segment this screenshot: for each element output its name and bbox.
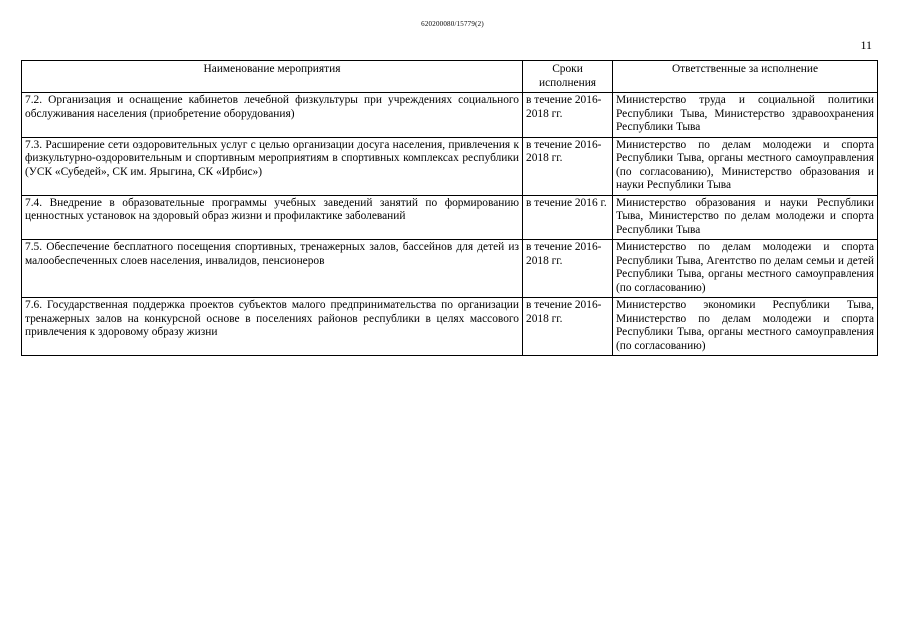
responsible-cell: Министерство труда и социальной политики Республики Тыва, Министерство здравоохранения Республики Тыва bbox=[613, 93, 878, 138]
table-row bbox=[22, 298, 878, 356]
column-header-measure: Наименование мероприятия bbox=[22, 61, 523, 93]
measure-cell: 7.3. Расширение сети оздоровительных услуг с целью организации досуга населения, привлечения к физкультурно-оздоровительным и спортивным мероприятиям в спортивных комплексах республики (УСК «Субедей», СК им. Ярыгина, СК «Ирбис») bbox=[22, 137, 523, 195]
table-row bbox=[22, 240, 878, 298]
responsible-cell: Министерство по делам молодежи и спорта Республики Тыва, органы местного самоуправления (по согласованию), Министерство образования и науки Республики Тыва bbox=[613, 137, 878, 195]
measures-table bbox=[21, 60, 878, 356]
column-header-term: Сроки исполнения bbox=[523, 61, 613, 93]
measure-cell: 7.4. Внедрение в образовательные программы учебных заведений занятий по формированию ценностных установок на здоровый образ жизни и профилактике заболеваний bbox=[22, 195, 523, 240]
column-header-responsible: Ответственные за исполнение bbox=[613, 61, 878, 93]
term-cell: в течение 2016-2018 гг. bbox=[523, 240, 613, 298]
responsible-cell: Министерство по делам молодежи и спорта Республики Тыва, Агентство по делам семьи и детей Республики Тыва, органы местного самоуправления (по согласованию) bbox=[613, 240, 878, 298]
table-header-row bbox=[22, 61, 878, 93]
table-row bbox=[22, 93, 878, 138]
measure-cell: 7.6. Государственная поддержка проектов субъектов малого предпринимательства по организации тренажерных залов на конкурсной основе в поселениях районов республики в целях массового привлечения к здоровому образу жизни bbox=[22, 298, 523, 356]
term-cell: в течение 2016 г. bbox=[523, 195, 613, 240]
page-number: 11 bbox=[860, 38, 872, 52]
measure-cell: 7.2. Организация и оснащение кабинетов лечебной физкультуры при учреждениях социального обслуживания населения (приобретение оборудования) bbox=[22, 93, 523, 138]
term-cell: в течение 2016-2018 гг. bbox=[523, 298, 613, 356]
responsible-cell: Министерство образования и науки Республики Тыва, Министерство по делам молодежи и спорта Республики Тыва bbox=[613, 195, 878, 240]
term-cell: в течение 2016-2018 гг. bbox=[523, 137, 613, 195]
table-row bbox=[22, 137, 878, 195]
responsible-cell: Министерство экономики Республики Тыва, Министерство по делам молодежи и спорта Республики Тыва, органы местного самоуправления (по согласованию) bbox=[613, 298, 878, 356]
document-id: 620200080/15779(2) bbox=[421, 20, 484, 28]
measure-cell: 7.5. Обеспечение бесплатного посещения спортивных, тренажерных залов, бассейнов для детей из малообеспеченных слоев населения, инвалидов, пенсионеров bbox=[22, 240, 523, 298]
term-cell: в течение 2016-2018 гг. bbox=[523, 93, 613, 138]
table-row bbox=[22, 195, 878, 240]
